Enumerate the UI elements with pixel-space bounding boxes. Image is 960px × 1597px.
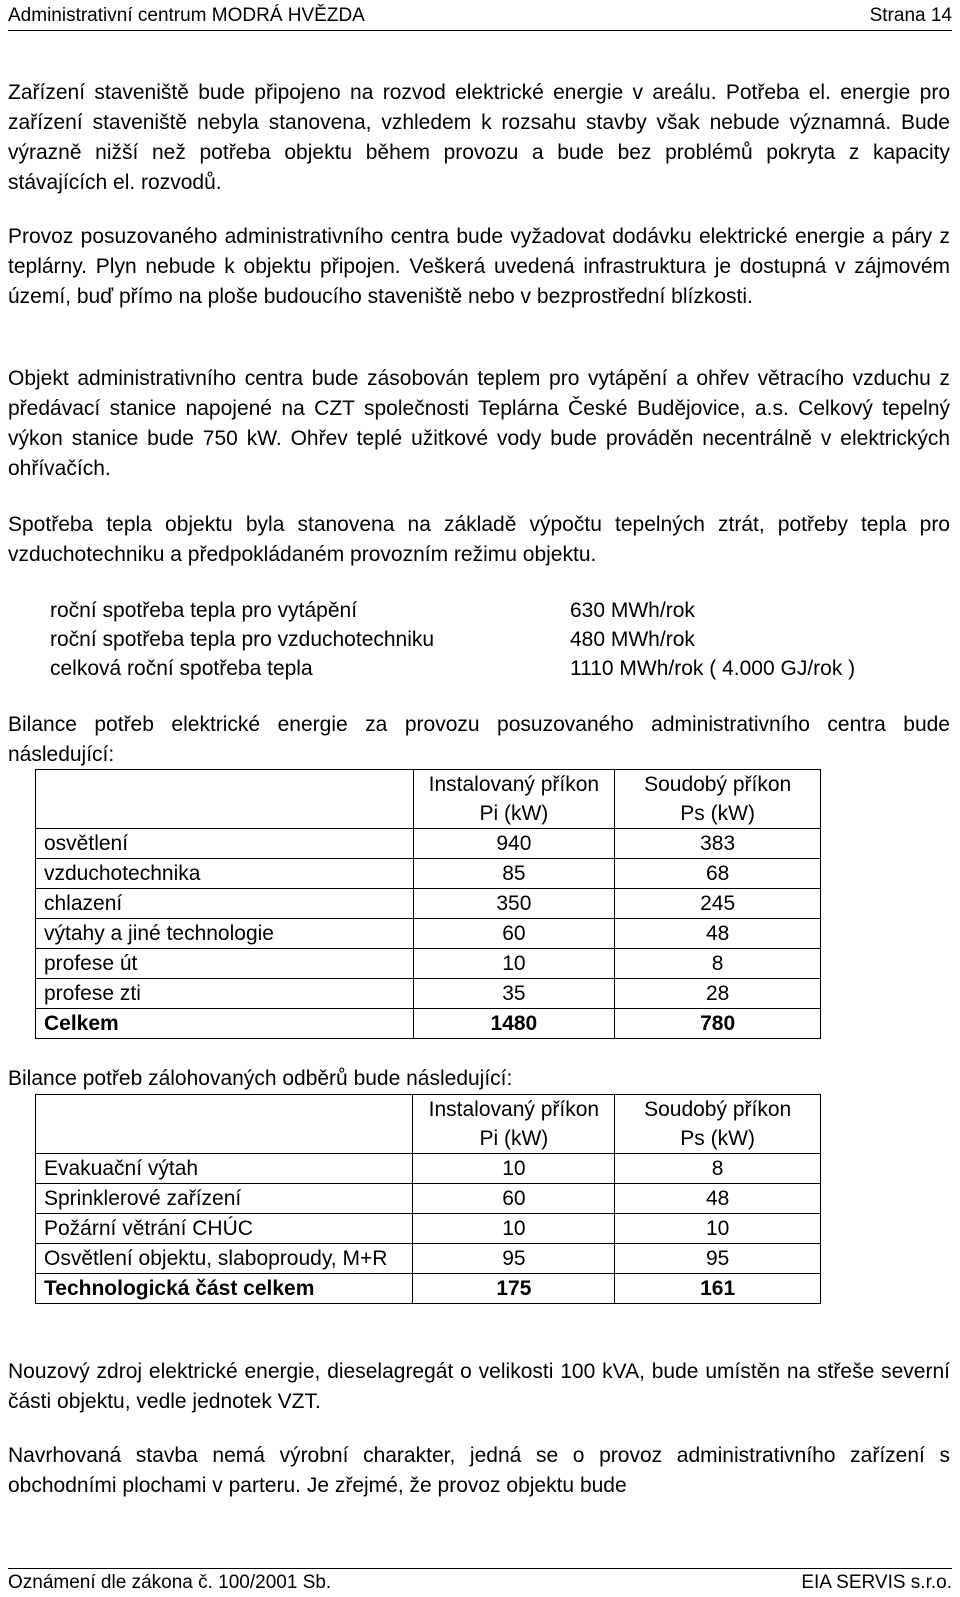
heat-summary-label: roční spotřeba tepla pro vzduchotechniku	[50, 628, 435, 651]
simultaneous-value: 68	[615, 859, 821, 889]
simultaneous-value: 28	[615, 979, 821, 1009]
installed-value: 60	[413, 919, 615, 949]
simultaneous-value: 48	[615, 919, 821, 949]
row-label: chlazení	[36, 889, 414, 919]
paragraph-energy-supply: Provoz posuzovaného administrativního centra bude vyžadovat dodávku elektrické energie a páry z teplárny. Plyn nebude k objektu připojen. Veškerá uvedená infrastruktura je dostupná v zájmovém území, buď přímo na ploše budoucího staveniště nebo v bezprostřední blízkosti.	[8, 225, 950, 308]
total-installed-value: 175	[413, 1274, 615, 1304]
table-row	[36, 979, 821, 1009]
row-label: Požární větrání CHÚC	[36, 1214, 413, 1244]
column-header-installed	[413, 770, 615, 829]
column-header-installed	[413, 1095, 615, 1154]
header-line: Ps (kW)	[680, 802, 755, 825]
total-installed-value: 1480	[413, 1009, 615, 1039]
header-title: Administrativní centrum MODRÁ HVĚZDA	[8, 5, 365, 26]
paragraph-backup-balance: Bilance potřeb zálohovaných odběrů bude následující:	[8, 1067, 513, 1090]
table-row	[36, 919, 821, 949]
table-row	[36, 859, 821, 889]
backup-balance-table	[35, 1094, 821, 1304]
heat-summary-value: 480 MWh/rok	[570, 628, 695, 651]
row-label: profese zti	[36, 979, 414, 1009]
total-label: Celkem	[36, 1009, 414, 1039]
installed-value: 10	[413, 949, 615, 979]
heat-summary-label: roční spotřeba tepla pro vytápění	[50, 599, 358, 622]
installed-value: 35	[413, 979, 615, 1009]
row-label: Sprinklerové zařízení	[36, 1184, 413, 1214]
row-label: Evakuační výtah	[36, 1154, 413, 1184]
table-total-row	[36, 1009, 821, 1039]
header-line: Soudobý příkon	[644, 773, 792, 796]
footer-law-reference: Oznámení dle zákona č. 100/2001 Sb.	[8, 1572, 332, 1593]
table-row	[36, 949, 821, 979]
table-row	[36, 889, 821, 919]
installed-value: 85	[413, 859, 615, 889]
row-label: vzduchotechnika	[36, 859, 414, 889]
table-header-empty	[36, 770, 414, 829]
heat-summary-label: celková roční spotřeba tepla	[50, 657, 313, 680]
total-simultaneous-value: 161	[615, 1274, 821, 1304]
table-row	[36, 1244, 821, 1274]
table-row	[36, 1184, 821, 1214]
paragraph-emergency-source: Nouzový zdroj elektrické energie, dieselagregát o velikosti 100 kVA, bude umístěn na střeše severní části objektu, vedle jednotek VZT.	[8, 1360, 950, 1413]
installed-value: 940	[413, 829, 615, 859]
simultaneous-value: 383	[615, 829, 821, 859]
heat-summary-row	[50, 625, 930, 655]
simultaneous-value: 10	[615, 1214, 821, 1244]
installed-value: 95	[413, 1244, 615, 1274]
electric-balance-table	[35, 769, 821, 1039]
row-label: výtahy a jiné technologie	[36, 919, 414, 949]
total-label: Technologická část celkem	[36, 1274, 413, 1304]
column-header-simultaneous	[615, 770, 821, 829]
paragraph-electric-balance: Bilance potřeb elektrické energie za provozu posuzovaného administrativního centra bude následující:	[8, 713, 950, 766]
header-line: Soudobý příkon	[644, 1098, 792, 1121]
table-header-row	[36, 770, 821, 829]
header-line: Instalovaný příkon	[428, 1098, 600, 1121]
row-label: osvětlení	[36, 829, 414, 859]
header-line: Instalovaný příkon	[428, 773, 600, 796]
installed-value: 350	[413, 889, 615, 919]
footer-company: EIA SERVIS s.r.o.	[801, 1572, 952, 1593]
header-line: Pi (kW)	[479, 802, 549, 825]
installed-value: 10	[413, 1154, 615, 1184]
page-header	[8, 2, 952, 31]
paragraph-heat-supply: Objekt administrativního centra bude zásobován teplem pro vytápění a ohřev větracího vzduchu z předávací stanice napojené na CZT společnosti Teplárna České Budějovice, a.s. Celkový tepelný výkon stanice bude 750 kW. Ohřev teplé užitkové vody bude prováděn necentrálně v elektrických ohřívačích.	[8, 367, 950, 480]
column-header-simultaneous	[615, 1095, 821, 1154]
paragraph-heat-consumption: Spotřeba tepla objektu byla stanovena na základě výpočtu tepelných ztrát, potřeby tepla pro vzduchotechniku a předpokládaném provozním režimu objektu.	[8, 513, 950, 566]
simultaneous-value: 8	[615, 949, 821, 979]
heat-summary-value: 1110 MWh/rok ( 4.000 GJ/rok )	[570, 657, 856, 680]
heat-summary-value: 630 MWh/rok	[570, 599, 695, 622]
simultaneous-value: 8	[615, 1154, 821, 1184]
simultaneous-value: 245	[615, 889, 821, 919]
heat-summary-row	[50, 654, 930, 684]
paragraph-building-character: Navrhovaná stavba nemá výrobní charakter, jedná se o provoz administrativního zařízení s obchodními plochami v parteru. Je zřejmé, že provoz objektu bude	[8, 1444, 950, 1497]
header-line: Pi (kW)	[479, 1127, 549, 1150]
table-header-empty	[36, 1095, 413, 1154]
table-row	[36, 1214, 821, 1244]
total-simultaneous-value: 780	[615, 1009, 821, 1039]
table-header-row	[36, 1095, 821, 1154]
heat-summary-row	[50, 596, 930, 626]
header-line: Ps (kW)	[680, 1127, 755, 1150]
table-row	[36, 1154, 821, 1184]
installed-value: 60	[413, 1184, 615, 1214]
row-label: Osvětlení objektu, slaboproudy, M+R	[36, 1244, 413, 1274]
installed-value: 10	[413, 1214, 615, 1244]
table-row	[36, 829, 821, 859]
page-footer	[8, 1568, 952, 1593]
simultaneous-value: 95	[615, 1244, 821, 1274]
row-label: profese út	[36, 949, 414, 979]
paragraph-site-power: Zařízení staveniště bude připojeno na rozvod elektrické energie v areálu. Potřeba el. energie pro zařízení staveniště nebyla stanovena, vzhledem k rozsahu stavby však nebude významná. Bude výrazně nižší než potřeba objektu během provozu a bude bez problémů pokryta z kapacity stávajících el. rozvodů.	[8, 81, 950, 194]
page-number: Strana 14	[869, 5, 952, 26]
simultaneous-value: 48	[615, 1184, 821, 1214]
table-total-row	[36, 1274, 821, 1304]
